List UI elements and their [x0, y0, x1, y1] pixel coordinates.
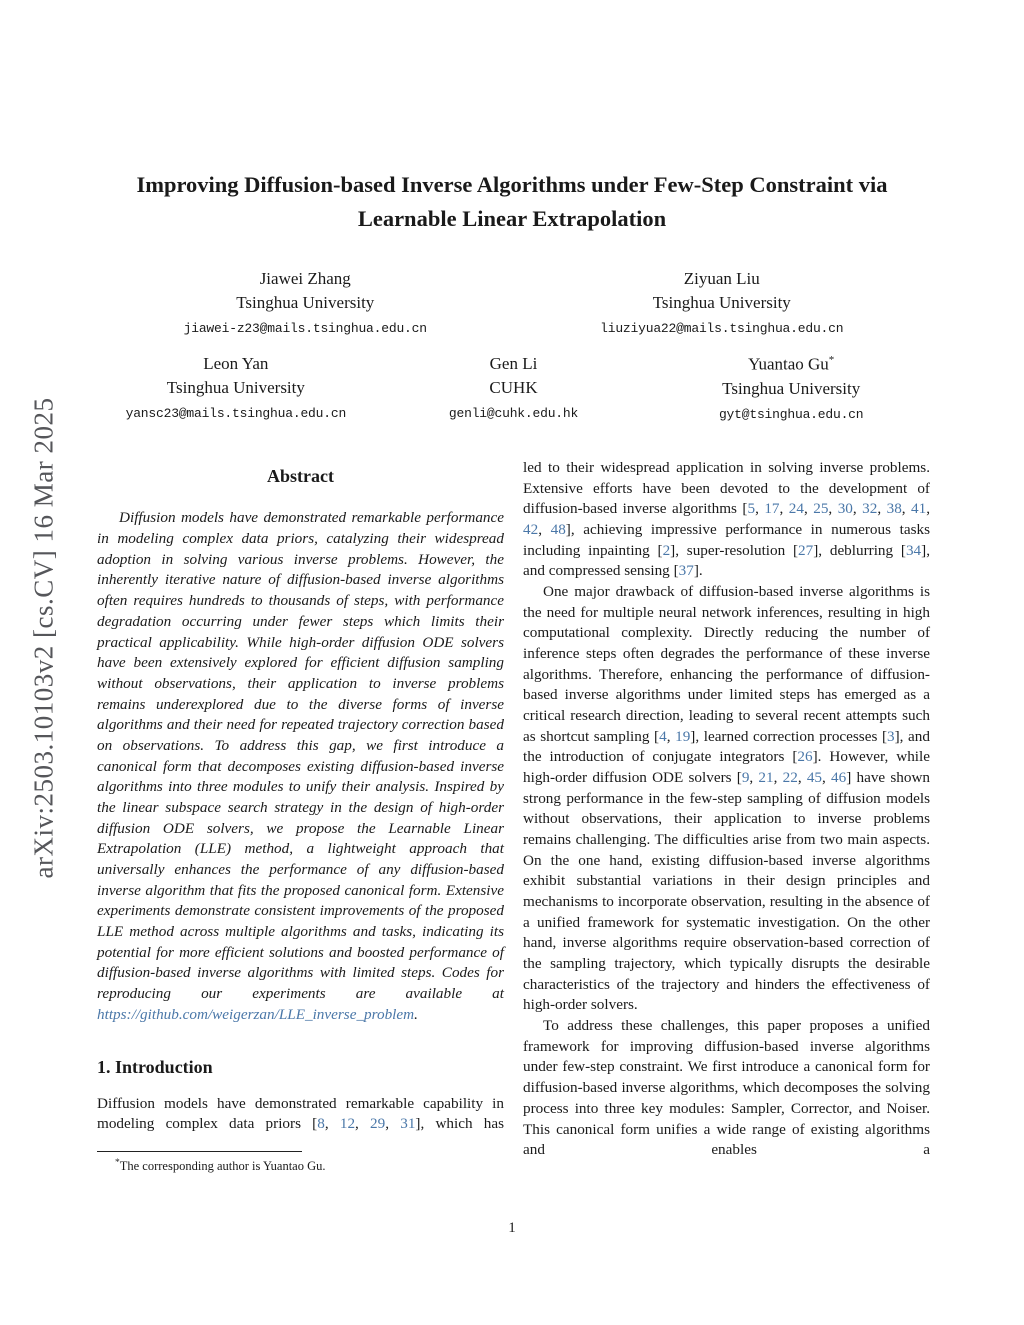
author-email: genli@cuhk.edu.hk	[448, 406, 579, 422]
section-heading-introduction: 1. Introduction	[97, 1057, 213, 1078]
citation-link[interactable]: 31	[400, 1115, 416, 1133]
citation-link[interactable]: 34	[905, 541, 922, 559]
author-section	[97, 268, 930, 422]
right-column-paragraph: One major drawback of diffusion-based inverse algorithms is the need for multiple neural network inferences, resulting in high computational complexity. Directly reducing the number of inference steps often degrades the performance of these inverse algorithms. Therefore, enhancing the performance of diffusion-based inverse algorithms under limited steps has emerged as a critical research direction, leading to several recent attempts such as shortcut sampling [4, 19], learned correction processes [3], and the introduction of conjugate integrators [26]. However, while high-order diffusion ODE solvers [9, 21, 22, 45, 46] have shown strong performance in the few-step sampling of diffusion models without observations, their application to inverse problems remains challenging. The difficulties arise from two main aspects. On the one hand, existing diffusion-based inverse algorithms exhibit substantial variations in their design principles and mechanisms to incorporate observation, resulting in the absence of a unified framework for systematic investigation. On the other hand, inverse algorithms require observation-based correction of the sampling trajectory, which typically disrupts the desirable characteristics of the trajectory and hinders the effectiveness of high-order solvers.	[523, 583, 931, 1014]
abstract-body-text: Diffusion models have demonstrated remarkable performance in modeling complex data priors, catalyzing their widespread adoption in solving various inverse problems. However, the inherently iterative nature of diffusion-based inverse algorithms often requires hundreds to thousands of steps, with performance degradation occurring under fewer steps which limits their practical applicability. While high-order diffusion ODE solvers have been extensively explored for efficient diffusion sampling without observations, their application to inverse problems remains underexplored due to the diverse forms of inverse algorithms and their need for repeated trajectory correction based on observations. To address this gap, we first introduce a canonical form that decomposes existing diffusion-based inverse algorithms into three modules to unify their analysis. Inspired by the linear subspace search strategy in the design of high-order diffusion ODE solvers, we propose the Learnable Linear Extrapolation (LLE) method, a lightweight approach that universally enhances the performance of any diffusion-based inverse algorithm that fits the proposed canonical form. Extensive experiments demonstrate consistent improvements of the proposed LLE method across multiple algorithms and tasks, indicating its potential for more efficient solutions and boosted performance of diffusion-based inverse algorithms with limited steps. Codes for reproducing our experiments are available at	[97, 509, 504, 1002]
author-affiliation: Tsinghua University	[722, 378, 861, 398]
abstract-heading: Abstract	[267, 466, 334, 486]
footnote-block	[97, 1151, 504, 1175]
citation-link[interactable]: 17	[764, 500, 780, 518]
footnote-rule	[97, 1151, 302, 1152]
citation-link[interactable]: 8	[317, 1115, 325, 1133]
author-block	[652, 353, 930, 422]
footnote-marker: *	[115, 1158, 120, 1169]
author-email: jiawei-z23@mails.tsinghua.edu.cn	[183, 321, 427, 337]
author-name-text: Yuantao Gu	[748, 354, 829, 374]
author-email: liuziyua22@mails.tsinghua.edu.cn	[600, 321, 844, 337]
left-column	[97, 458, 504, 1175]
abstract-text	[97, 508, 504, 1025]
right-column-paragraph: led to their widespread application in solving inverse problems. Extensive efforts have been devoted to the development of diffusion-based inverse algorithms [5, 17, 24, 25, 30, 32, 38, 41, 42, 48], achieving impressive performance in numerous tasks including inpainting [2], super-resolution [27], deblurring [34], and compressed sensing [37].	[523, 459, 931, 580]
introduction-paragraph: Diffusion models have demonstrated remarkable capability in modeling complex data priors [8, 12, 29, 31], which has	[97, 1094, 505, 1133]
citation-link[interactable]: 12	[339, 1115, 356, 1133]
citation-link[interactable]: 45	[806, 769, 823, 787]
citation-link[interactable]: 27	[798, 541, 814, 559]
two-column-body	[97, 458, 930, 1175]
author-affiliation: Tsinghua University	[652, 293, 791, 313]
arxiv-banner: arXiv:2503.10103v2 [cs.CV] 16 Mar 2025	[28, 397, 59, 879]
citation-link[interactable]: 26	[797, 748, 813, 766]
author-row-2	[97, 353, 930, 422]
citation-link[interactable]: 9	[741, 769, 750, 787]
citation-link[interactable]: 3	[887, 727, 895, 745]
author-name: Ziyuan Liu	[683, 269, 760, 288]
github-link[interactable]: https://github.com/weigerzan/LLE_inverse_problem	[97, 1005, 415, 1023]
right-column	[523, 458, 930, 1175]
author-block	[97, 268, 514, 336]
citation-link[interactable]: 19	[675, 727, 691, 745]
citation-link[interactable]: 30	[837, 500, 853, 518]
citation-link[interactable]: 25	[813, 500, 829, 518]
citation-link[interactable]: 37	[678, 562, 694, 580]
author-email: gyt@tsinghua.edu.cn	[718, 407, 864, 423]
corresponding-author-marker: *	[828, 354, 835, 367]
citation-link[interactable]: 42	[523, 521, 539, 539]
author-block	[375, 353, 653, 422]
citation-link[interactable]: 5	[747, 500, 756, 518]
author-name: Gen Li	[489, 354, 538, 374]
citation-link[interactable]: 32	[862, 500, 878, 518]
footnote-text: The corresponding author is Yuantao Gu.	[119, 1159, 326, 1174]
author-block	[97, 353, 375, 422]
author-block	[514, 268, 931, 336]
citation-link[interactable]: 21	[758, 769, 774, 787]
citation-link[interactable]: 22	[782, 769, 798, 787]
author-row-1	[97, 268, 930, 336]
author-name: Jiawei Zhang	[259, 269, 351, 288]
paper-title: Improving Diffusion-based Inverse Algorithms under Few-Step Constraint via Learnable Linear Extrapolation	[136, 172, 888, 231]
citation-link[interactable]: 4	[659, 727, 667, 745]
author-affiliation: CUHK	[489, 378, 538, 398]
citation-link[interactable]: 2	[662, 541, 671, 559]
citation-link[interactable]: 38	[886, 500, 902, 518]
citation-link[interactable]: 29	[370, 1115, 386, 1133]
author-affiliation: Tsinghua University	[236, 293, 375, 313]
citation-link[interactable]: 46	[831, 769, 847, 787]
abstract-period: .	[414, 1005, 418, 1023]
author-email: yansc23@mails.tsinghua.edu.cn	[125, 406, 347, 422]
citation-link[interactable]: 41	[911, 500, 927, 518]
author-name	[652, 353, 930, 376]
citation-link[interactable]: 24	[788, 500, 804, 518]
right-column-paragraph: To address these challenges, this paper proposes a unified framework for improving diffusion-based inverse algorithms under few-step constraint. We first introduce a canonical form for diffusion-based inverse algorithms, which decomposes the solving process into three key modules: Sampler, Corrector, and Noiser. This canonical form unifies a wide range of existing algorithms and enables a	[523, 1017, 930, 1159]
footnote	[97, 1157, 504, 1175]
author-name: Leon Yan	[203, 354, 269, 374]
citation-link[interactable]: 48	[550, 521, 566, 539]
author-affiliation: Tsinghua University	[166, 378, 305, 398]
page-number: 1	[508, 1220, 516, 1236]
